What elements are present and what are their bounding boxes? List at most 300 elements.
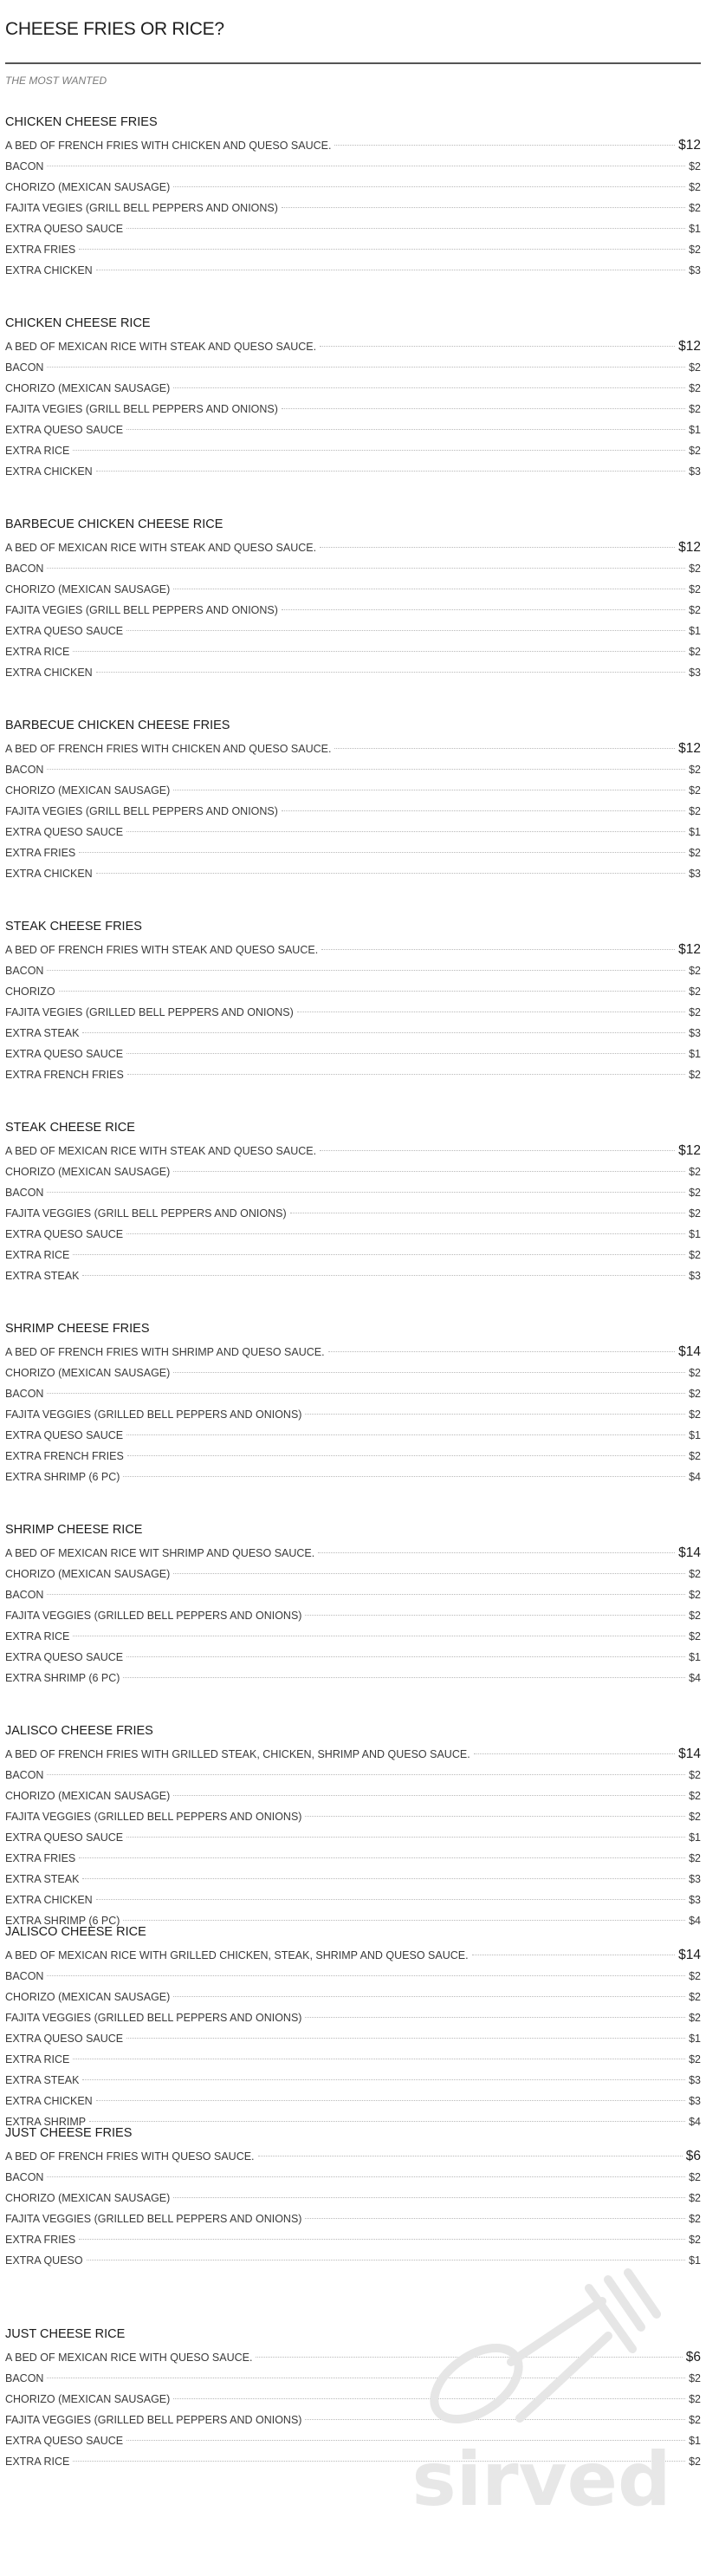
dot-leader: [334, 748, 675, 749]
item-name: EXTRA QUESO SAUCE: [5, 625, 124, 637]
item-price: $12: [678, 339, 701, 354]
menu-item-addon: [5, 863, 701, 884]
item-price: $1: [689, 826, 701, 838]
item-name: A BED OF FRENCH FRIES WITH SHRIMP AND QUESO SAUCE.: [5, 1346, 325, 1358]
dot-leader: [47, 769, 685, 770]
item-price: $3: [689, 264, 701, 276]
item-price: $2: [689, 805, 701, 817]
item-price: $2: [689, 202, 701, 214]
menu-item-addon: [5, 2208, 701, 2229]
menu-item-addon: [5, 2049, 701, 2070]
menu-item-addon: [5, 2070, 701, 2091]
dot-leader: [126, 429, 685, 430]
item-price: $3: [689, 1894, 701, 1906]
dot-leader: [79, 852, 685, 853]
menu-section: [5, 114, 701, 315]
menu-section: [5, 1522, 701, 1723]
menu-item-addon: [5, 822, 701, 842]
menu-item-addon: [5, 621, 701, 641]
dot-leader: [173, 2197, 685, 2198]
dot-leader: [96, 1899, 685, 1900]
dot-leader: [173, 387, 685, 388]
dot-leader: [82, 1878, 685, 1879]
item-name: EXTRA FRIES: [5, 2234, 76, 2246]
menu-section: [5, 919, 701, 1120]
item-price: $3: [689, 1873, 701, 1885]
item-name: A BED OF MEXICAN RICE WITH STEAK AND QUESO SAUCE.: [5, 341, 317, 353]
dot-leader: [73, 651, 685, 652]
dot-leader: [96, 2100, 685, 2101]
item-price: $1: [689, 1429, 701, 1441]
item-name: EXTRA QUESO: [5, 2254, 83, 2267]
menu-item-addon: [5, 1044, 701, 1064]
menu-section: [5, 1321, 701, 1522]
item-name: EXTRA FRIES: [5, 1852, 76, 1864]
dot-leader: [82, 1032, 685, 1033]
menu-section: [5, 1120, 701, 1321]
item-name: EXTRA QUESO SAUCE: [5, 2033, 124, 2045]
menu-item-addon: [5, 1064, 701, 1085]
item-name: EXTRA QUESO SAUCE: [5, 424, 124, 436]
menu-item-addon: [5, 1245, 701, 1265]
item-price: $3: [689, 1270, 701, 1282]
item-price: $2: [689, 1166, 701, 1178]
item-price: $3: [689, 2074, 701, 2086]
item-price: $2: [689, 160, 701, 172]
menu-item-addon: [5, 1363, 701, 1383]
dot-leader: [173, 1573, 685, 1574]
section-title: JUST CHEESE FRIES: [5, 2126, 133, 2140]
section-title: BARBECUE CHICKEN CHEESE RICE: [5, 517, 223, 531]
dot-leader: [47, 367, 685, 368]
item-price: $4: [689, 1672, 701, 1684]
dot-leader: [173, 1372, 685, 1373]
item-price: $2: [689, 1852, 701, 1864]
item-price: $1: [689, 625, 701, 637]
item-price: $2: [689, 2414, 701, 2426]
menu-item-addon: [5, 1890, 701, 1910]
item-price: $1: [689, 1048, 701, 1060]
section-title: STEAK CHEESE RICE: [5, 1121, 135, 1135]
dot-leader: [173, 1171, 685, 1172]
item-price: $2: [689, 382, 701, 394]
item-name: EXTRA CHICKEN: [5, 465, 93, 478]
menu-item-base: [5, 1945, 701, 1966]
dot-leader: [126, 1837, 685, 1838]
item-name: EXTRA RICE: [5, 445, 70, 457]
dot-leader: [47, 970, 685, 971]
item-name: A BED OF FRENCH FRIES WITH CHICKEN AND QUESO SAUCE.: [5, 743, 332, 755]
menu-item-addon: [5, 1446, 701, 1467]
item-name: EXTRA QUESO SAUCE: [5, 1228, 124, 1240]
menu-item-base: [5, 135, 701, 156]
title-divider: [5, 62, 701, 64]
menu-item-addon: [5, 981, 701, 1002]
dot-leader: [123, 1476, 685, 1477]
item-price: $2: [689, 181, 701, 193]
dot-leader: [305, 1615, 685, 1616]
item-name: CHORIZO (MEXICAN SAUSAGE): [5, 784, 171, 797]
menu-item-addon: [5, 1203, 701, 1224]
menu-section: [5, 1723, 701, 1927]
item-price: $2: [689, 1388, 701, 1400]
item-name: A BED OF MEXICAN RICE WITH QUESO SAUCE.: [5, 2352, 253, 2364]
dot-leader: [123, 1677, 685, 1678]
item-name: EXTRA CHICKEN: [5, 1894, 93, 1906]
item-name: BACON: [5, 1589, 44, 1601]
item-name: A BED OF MEXICAN RICE WITH GRILLED CHICKEN, STEAK, SHRIMP AND QUESO SAUCE.: [5, 1949, 469, 1961]
item-name: EXTRA RICE: [5, 1630, 70, 1643]
item-name: A BED OF MEXICAN RICE WIT SHRIMP AND QUESO SAUCE.: [5, 1547, 315, 1559]
item-name: EXTRA SHRIMP: [5, 2116, 87, 2128]
item-price: $12: [678, 138, 701, 153]
item-name: EXTRA QUESO SAUCE: [5, 1429, 124, 1441]
item-price: $1: [689, 1651, 701, 1663]
menu-item-addon: [5, 2167, 701, 2188]
menu-item-addon: [5, 399, 701, 420]
section-title: SHRIMP CHEESE FRIES: [5, 1322, 150, 1336]
item-price: $2: [689, 1006, 701, 1018]
fork-spoon-icon: [422, 2273, 657, 2434]
dot-leader: [126, 1434, 685, 1435]
item-price: $2: [689, 1630, 701, 1643]
item-name: CHORIZO (MEXICAN SAUSAGE): [5, 1166, 171, 1178]
section-title: JALISCO CHEESE RICE: [5, 1925, 146, 1939]
item-price: $2: [689, 1249, 701, 1261]
dot-leader: [73, 1254, 685, 1255]
item-name: EXTRA QUESO SAUCE: [5, 1651, 124, 1663]
section-title: BARBECUE CHICKEN CHEESE FRIES: [5, 719, 230, 732]
item-price: $1: [689, 1831, 701, 1844]
menu-item-addon: [5, 2007, 701, 2028]
menu-item-base: [5, 1141, 701, 1161]
item-name: BACON: [5, 2372, 44, 2384]
item-name: A BED OF FRENCH FRIES WITH GRILLED STEAK, CHICKEN, SHRIMP AND QUESO SAUCE.: [5, 1748, 470, 1760]
item-name: EXTRA RICE: [5, 1249, 70, 1261]
menu-item-addon: [5, 2091, 701, 2111]
menu-item-addon: [5, 1265, 701, 1286]
item-name: EXTRA CHICKEN: [5, 667, 93, 679]
item-name: EXTRA FRENCH FRIES: [5, 1069, 124, 1081]
item-name: FAJITA VEGIES (GRILL BELL PEPPERS AND ONIONS): [5, 604, 278, 616]
dot-leader: [123, 1920, 685, 1921]
item-name: FAJITA VEGGIES (GRILLED BELL PEPPERS AND ONIONS): [5, 1811, 302, 1823]
menu-item-addon: [5, 218, 701, 239]
item-name: EXTRA CHICKEN: [5, 264, 93, 276]
item-price: $1: [689, 424, 701, 436]
dot-leader: [282, 408, 685, 409]
item-name: FAJITA VEGGIES (GRILLED BELL PEPPERS AND ONIONS): [5, 2414, 302, 2426]
item-name: EXTRA SHRIMP (6 PC): [5, 1471, 120, 1483]
dot-leader: [126, 1053, 685, 1054]
item-name: FAJITA VEGGIES (GRILLED BELL PEPPERS AND ONIONS): [5, 1408, 302, 1421]
menu-item-addon: [5, 1404, 701, 1425]
dot-leader: [47, 1192, 685, 1193]
menu-item-addon: [5, 759, 701, 780]
dot-leader: [126, 2038, 685, 2039]
item-price: $3: [689, 465, 701, 478]
dot-leader: [59, 991, 685, 992]
item-name: BACON: [5, 160, 44, 172]
dot-leader: [47, 1594, 685, 1595]
item-name: CHORIZO (MEXICAN SAUSAGE): [5, 1568, 171, 1580]
dot-leader: [96, 672, 685, 673]
menu-section: [5, 315, 701, 517]
item-price: $4: [689, 1915, 701, 1927]
menu-item-addon: [5, 260, 701, 281]
dot-leader: [126, 228, 685, 229]
dot-leader: [96, 873, 685, 874]
menu-item-base: [5, 336, 701, 357]
item-name: EXTRA RICE: [5, 2053, 70, 2065]
item-price: $1: [689, 2254, 701, 2267]
item-price: $2: [689, 646, 701, 658]
item-price: $2: [689, 2393, 701, 2405]
menu-item-addon: [5, 378, 701, 399]
item-name: CHORIZO (MEXICAN SAUSAGE): [5, 1790, 171, 1802]
menu-item-base: [5, 2146, 701, 2167]
dot-leader: [82, 1275, 685, 1276]
menu-item-addon: [5, 1383, 701, 1404]
menu-section: [5, 718, 701, 919]
menu-item-addon: [5, 2188, 701, 2208]
item-name: BACON: [5, 563, 44, 575]
item-name: EXTRA RICE: [5, 2456, 70, 2468]
item-price: $4: [689, 1471, 701, 1483]
item-name: CHORIZO (MEXICAN SAUSAGE): [5, 2393, 171, 2405]
menu-item-addon: [5, 1023, 701, 1044]
section-title: STEAK CHEESE FRIES: [5, 920, 142, 933]
item-price: $3: [689, 2095, 701, 2107]
item-price: $2: [689, 244, 701, 256]
menu-item-base: [5, 537, 701, 558]
dot-leader: [321, 949, 675, 950]
item-price: $2: [689, 965, 701, 977]
dot-leader: [47, 1393, 685, 1394]
menu-item-addon: [5, 558, 701, 579]
item-price: $2: [689, 1187, 701, 1199]
dot-leader: [305, 1816, 685, 1817]
item-price: $2: [689, 2192, 701, 2204]
item-price: $14: [678, 1545, 701, 1560]
dot-leader: [79, 2239, 685, 2240]
menu-item-addon: [5, 842, 701, 863]
dot-leader: [127, 1455, 685, 1456]
item-price: $1: [689, 223, 701, 235]
page-title: CHEESE FRIES OR RICE?: [5, 19, 224, 39]
item-name: FAJITA VEGIES (GRILLED BELL PEPPERS AND ONIONS): [5, 1006, 294, 1018]
item-name: BACON: [5, 1970, 44, 1982]
item-price: $2: [689, 986, 701, 998]
menu-item-base: [5, 1744, 701, 1765]
item-price: $4: [689, 2116, 701, 2128]
item-price: $2: [689, 563, 701, 575]
item-name: CHORIZO (MEXICAN SAUSAGE): [5, 583, 171, 595]
item-name: CHORIZO (MEXICAN SAUSAGE): [5, 382, 171, 394]
menu-item-addon: [5, 579, 701, 600]
item-name: EXTRA FRIES: [5, 847, 76, 859]
item-name: BACON: [5, 2171, 44, 2183]
dot-leader: [282, 810, 685, 811]
dot-leader: [47, 568, 685, 569]
item-name: EXTRA SHRIMP (6 PC): [5, 1672, 120, 1684]
menu-item-addon: [5, 662, 701, 683]
item-name: FAJITA VEGIES (GRILL BELL PEPPERS AND ONIONS): [5, 202, 278, 214]
item-name: CHORIZO (MEXICAN SAUSAGE): [5, 2192, 171, 2204]
dot-leader: [173, 1996, 685, 1997]
item-price: $12: [678, 1143, 701, 1158]
item-name: FAJITA VEGGIES (GRILLED BELL PEPPERS AND ONIONS): [5, 1610, 302, 1622]
dot-leader: [47, 1975, 685, 1976]
dot-leader: [79, 249, 685, 250]
menu-item-base: [5, 940, 701, 960]
menu-item-addon: [5, 1182, 701, 1203]
dot-leader: [305, 2017, 685, 2018]
menu-item-base: [5, 738, 701, 759]
dot-leader: [47, 2176, 685, 2177]
menu-item-addon: [5, 1786, 701, 1806]
item-name: EXTRA QUESO SAUCE: [5, 1048, 124, 1060]
item-name: A BED OF FRENCH FRIES WITH QUESO SAUCE.: [5, 2150, 255, 2163]
item-name: EXTRA FRIES: [5, 244, 76, 256]
item-price: $2: [689, 445, 701, 457]
item-name: BACON: [5, 361, 44, 374]
dot-leader: [126, 831, 685, 832]
menu-item-addon: [5, 1626, 701, 1647]
item-price: $12: [678, 741, 701, 756]
item-name: CHORIZO (MEXICAN SAUSAGE): [5, 181, 171, 193]
item-price: $2: [689, 403, 701, 415]
section-title: JALISCO CHEESE FRIES: [5, 1724, 153, 1738]
menu-item-addon: [5, 1584, 701, 1605]
dot-leader: [173, 1795, 685, 1796]
item-price: $12: [678, 942, 701, 957]
menu-item-addon: [5, 1467, 701, 1487]
item-name: EXTRA STEAK: [5, 1270, 80, 1282]
dot-leader: [318, 1552, 675, 1553]
dot-leader: [126, 630, 685, 631]
item-price: $2: [689, 2171, 701, 2183]
dot-leader: [282, 609, 685, 610]
item-name: BACON: [5, 965, 44, 977]
item-price: $2: [689, 2456, 701, 2468]
item-price: $2: [689, 1769, 701, 1781]
item-price: $2: [689, 583, 701, 595]
item-name: FAJITA VEGGIES (GRILL BELL PEPPERS AND ONIONS): [5, 1207, 287, 1220]
dot-leader: [328, 1351, 676, 1352]
item-price: $3: [689, 1027, 701, 1039]
sirved-watermark: [381, 2254, 702, 2566]
item-name: A BED OF FRENCH FRIES WITH STEAK AND QUESO SAUCE.: [5, 944, 319, 956]
menu-section: [5, 517, 701, 718]
item-name: BACON: [5, 1388, 44, 1400]
item-name: BACON: [5, 1769, 44, 1781]
item-price: $2: [689, 784, 701, 797]
item-name: A BED OF MEXICAN RICE WITH STEAK AND QUESO SAUCE.: [5, 1145, 317, 1157]
item-price: $6: [685, 2350, 701, 2365]
dot-leader: [73, 450, 685, 451]
menu-item-addon: [5, 1161, 701, 1182]
dot-leader: [89, 2121, 685, 2122]
menu-item-addon: [5, 1765, 701, 1786]
dot-leader: [126, 1233, 685, 1234]
item-price: $2: [689, 764, 701, 776]
dot-leader: [79, 1857, 685, 1858]
dot-leader: [127, 1074, 685, 1075]
section-title: JUST CHEESE RICE: [5, 2327, 126, 2341]
item-price: $1: [689, 1228, 701, 1240]
menu-item-addon: [5, 1002, 701, 1023]
item-name: EXTRA CHICKEN: [5, 868, 93, 880]
dot-leader: [96, 471, 685, 472]
menu-item-base: [5, 1342, 701, 1363]
item-name: EXTRA STEAK: [5, 2074, 80, 2086]
item-price: $6: [685, 2149, 701, 2163]
item-price: $14: [678, 1948, 701, 1962]
item-name: EXTRA QUESO SAUCE: [5, 2435, 124, 2447]
menu-item-addon: [5, 239, 701, 260]
menu-item-addon: [5, 1827, 701, 1848]
item-name: EXTRA STEAK: [5, 1027, 80, 1039]
menu-item-addon: [5, 2229, 701, 2250]
menu-item-addon: [5, 357, 701, 378]
item-name: BACON: [5, 1187, 44, 1199]
item-price: $2: [689, 604, 701, 616]
menu-sections: [5, 114, 701, 2527]
item-name: CHORIZO: [5, 986, 55, 998]
item-name: EXTRA QUESO SAUCE: [5, 1831, 124, 1844]
dot-leader: [47, 1774, 685, 1775]
item-name: BACON: [5, 764, 44, 776]
item-price: $2: [689, 1991, 701, 2003]
menu-item-addon: [5, 1806, 701, 1827]
menu-item-addon: [5, 198, 701, 218]
dot-leader: [305, 1414, 685, 1415]
dot-leader: [82, 2079, 685, 2080]
dot-leader: [320, 547, 675, 548]
dot-leader: [320, 1150, 675, 1151]
item-price: $3: [689, 868, 701, 880]
item-name: EXTRA SHRIMP (6 PC): [5, 1915, 120, 1927]
item-name: EXTRA FRENCH FRIES: [5, 1450, 124, 1462]
item-price: $2: [689, 1408, 701, 1421]
page-subtitle: THE MOST WANTED: [5, 75, 107, 87]
menu-item-addon: [5, 960, 701, 981]
item-price: $2: [689, 1811, 701, 1823]
item-name: FAJITA VEGGIES (GRILLED BELL PEPPERS AND ONIONS): [5, 2213, 302, 2225]
item-price: $2: [689, 1069, 701, 1081]
item-price: $2: [689, 2053, 701, 2065]
dot-leader: [320, 346, 675, 347]
menu-section: [5, 1924, 701, 2128]
menu-item-addon: [5, 177, 701, 198]
menu-item-addon: [5, 801, 701, 822]
item-price: $2: [689, 1970, 701, 1982]
menu-item-addon: [5, 1647, 701, 1668]
menu-item-addon: [5, 1605, 701, 1626]
item-price: $1: [689, 2033, 701, 2045]
item-price: $2: [689, 2213, 701, 2225]
item-price: $2: [689, 361, 701, 374]
dot-leader: [126, 1656, 685, 1657]
item-price: $2: [689, 2012, 701, 2024]
menu-item-addon: [5, 2028, 701, 2049]
section-title: CHICKEN CHEESE FRIES: [5, 115, 158, 129]
item-name: CHORIZO (MEXICAN SAUSAGE): [5, 1367, 171, 1379]
item-name: FAJITA VEGIES (GRILL BELL PEPPERS AND ONIONS): [5, 403, 278, 415]
item-price: $12: [678, 540, 701, 555]
dot-leader: [334, 145, 675, 146]
